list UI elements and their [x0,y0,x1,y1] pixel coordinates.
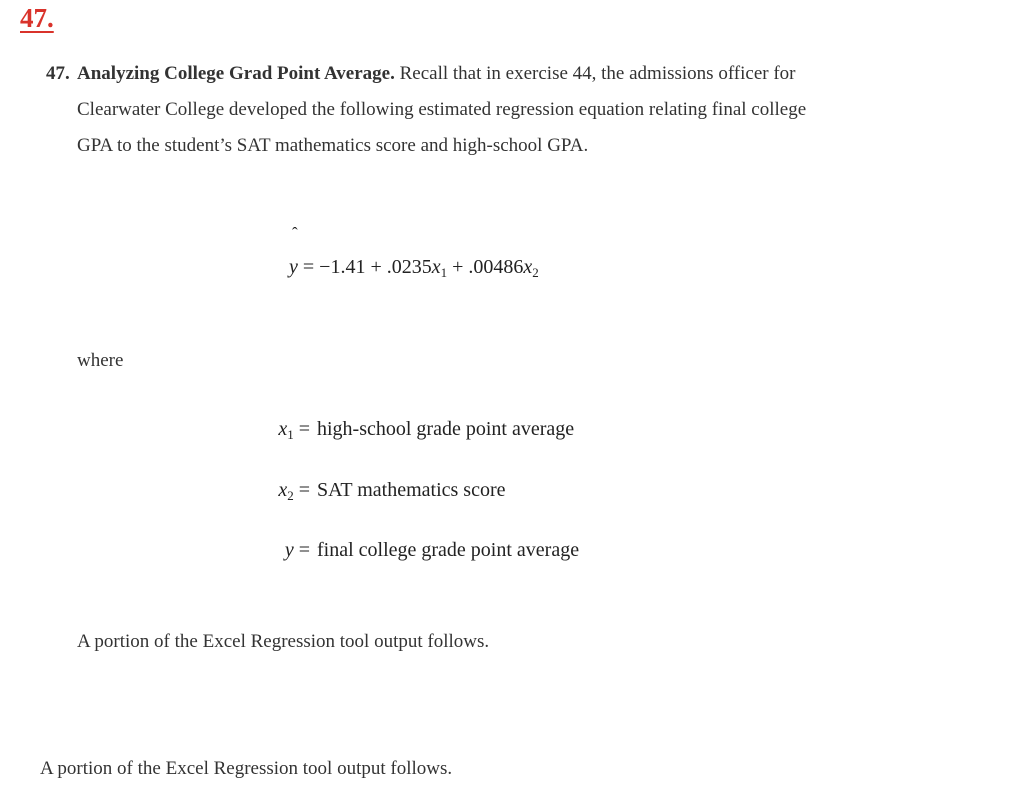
definition-var: x [278,418,288,440]
equation-var2: x [523,256,533,278]
equation-rhs-mid: + .00486 [447,256,524,278]
definition-sub: 2 [287,488,294,503]
problem-body: Recall that in exercise 44, the admissions officer for Clearwater College developed the following estimated regression equation relating final college GPA to the student’s SAT mathematics score and high-school GPA. [77,63,807,156]
definition-lhs: $x_1$ = [278,418,310,442]
definition-lhs: $x_2$ = [278,479,310,503]
excel-output-intro: A portion of the Excel Regression tool output follows. [77,631,490,652]
definition-sub: 1 [287,427,294,442]
problem-number-link[interactable]: 47. [20,3,54,33]
problem-statement [46,56,817,164]
equation-var1: x [431,256,441,278]
definition-desc: final college grade point average [317,539,580,561]
problem-number: 47. [46,63,70,84]
definition-desc: SAT mathematics score [317,479,506,501]
excel-output-intro-repeat: A portion of the Excel Regression tool output follows. [40,758,453,779]
equation-sub2: 2 [532,265,539,280]
hat-accent: ˆ [292,224,298,243]
problem-heading: Analyzing College Grad Point Average. [77,63,395,84]
regression-equation [289,224,539,281]
definition-lhs: y = [284,539,310,561]
definition-var: y [284,539,294,561]
y-hat-var: y [289,256,298,278]
definition-var: x [278,479,288,501]
equation-sub1: 1 [440,265,448,280]
y-hat [289,224,298,279]
equation-rhs-prefix: = −1.41 + .0235 [302,256,432,278]
where-label: where [77,350,124,371]
definition-desc: high-school grade point average [317,418,575,440]
